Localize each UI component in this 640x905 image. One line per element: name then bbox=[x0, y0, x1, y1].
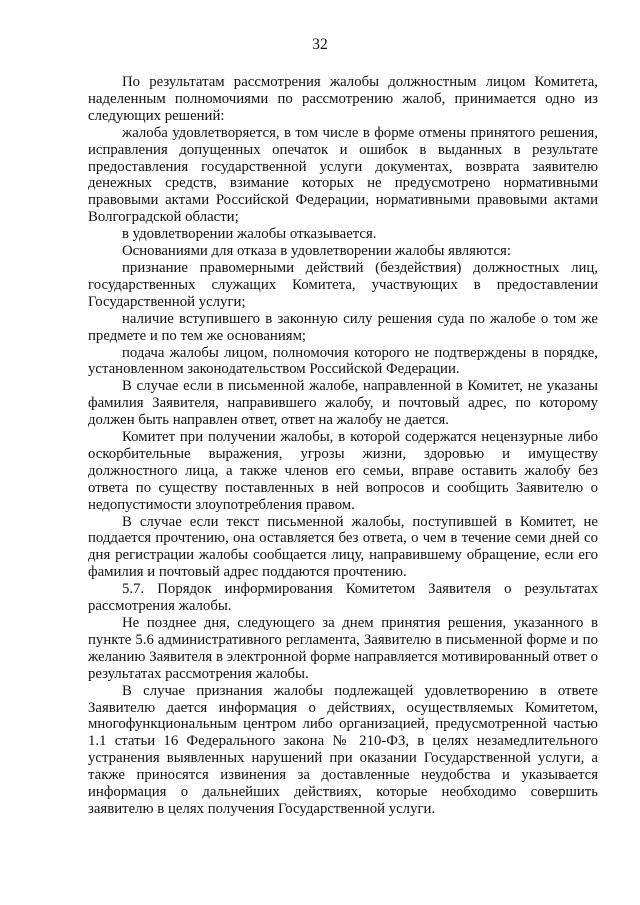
paragraph-lawful-actions: признание правомерными действий (бездействия) должностных лиц, государственных служащих Комитета, участвующих в предоставлении Государственной услуги; bbox=[88, 259, 598, 310]
paragraph-satisfied-response-info: В случае признания жалобы подлежащей удовлетворению в ответе Заявителю дается информация о действиях, осуществляемых Комитетом, многофункциональным центром либо организацией, предусмотренной частью 1.1 статьи 16 Федерального закона № 210-ФЗ, в целях незамедлительного устранения выявленных нарушений при оказании Государственной услуги, а также приносятся извинения за доставленные неудобства и указывается информация о дальнейших действиях, которые необходимо совершить заявителю в целях получения Государственной услуги. bbox=[88, 682, 598, 817]
paragraph-complaint-refused: в удовлетворении жалобы отказывается. bbox=[122, 226, 377, 243]
paragraph-offensive-language: Комитет при получении жалобы, в которой содержатся нецензурные либо оскорбительные выражения, угрозы жизни, здоровью и имуществу должностного лица, а также членов его семьи, вправе оставить жалобу без ответа по существу поставленных в ней вопросов и сообщить Заявителю о недопустимости злоупотребления правом. bbox=[88, 429, 598, 513]
paragraph-decisions-intro: По результатам рассмотрения жалобы должностным лицом Комитета, наделенным полномочиями по рассмотрению жалоб, принимается одно из следующих решений: bbox=[88, 74, 598, 124]
paragraph-unconfirmed-authority: подача жалобы лицом, полномочия которого не подтверждены в порядке, установленном законодательством Российской Федерации. bbox=[88, 344, 598, 378]
paragraph-unreadable-text: В случае если текст письменной жалобы, поступившей в Комитет, не поддается прочтению, она оставляется без ответа, о чем в течение семи дней со дня регистрации жалобы сообщается лицу, направившему обращение, если его фамилия и почтовый адрес поддаются прочтению. bbox=[88, 513, 598, 581]
paragraph-court-decision: наличие вступившего в законную силу решения суда по жалобе о том же предмете и по тем же основаниям; bbox=[88, 310, 598, 344]
paragraph-refusal-grounds-intro: Основаниями для отказа в удовлетворении жалобы являются: bbox=[122, 243, 511, 260]
paragraph-no-name-address: В случае если в письменной жалобе, направленной в Комитет, не указаны фамилия Заявителя, направившего жалобу, и почтовый адрес, по которому должен быть направлен ответ, ответ на жалобу не дается. bbox=[88, 378, 598, 429]
section-heading-5-7: 5.7. Порядок информирования Комитетом Заявителя о результатах рассмотрения жалобы. bbox=[88, 581, 598, 615]
document-body bbox=[88, 74, 598, 818]
page-number: 32 bbox=[312, 36, 328, 53]
paragraph-complaint-satisfied: жалоба удовлетворяется, в том числе в форме отмены принятого решения, исправления допущенных опечаток и ошибок в выданных в результате предоставления государственной услуги документах, возврата заявителю денежных средств, взимание которых не предусмотрено нормативными правовыми актами Российской Федерации, нормативными правовыми актами Волгоградской области; bbox=[88, 124, 598, 226]
paragraph-response-deadline: Не позднее дня, следующего за днем принятия решения, указанного в пункте 5.6 административного регламента, Заявителю в письменной форме и по желанию Заявителя в электронной форме направляется мотивированный ответ о результатах рассмотрения жалобы. bbox=[88, 615, 598, 682]
